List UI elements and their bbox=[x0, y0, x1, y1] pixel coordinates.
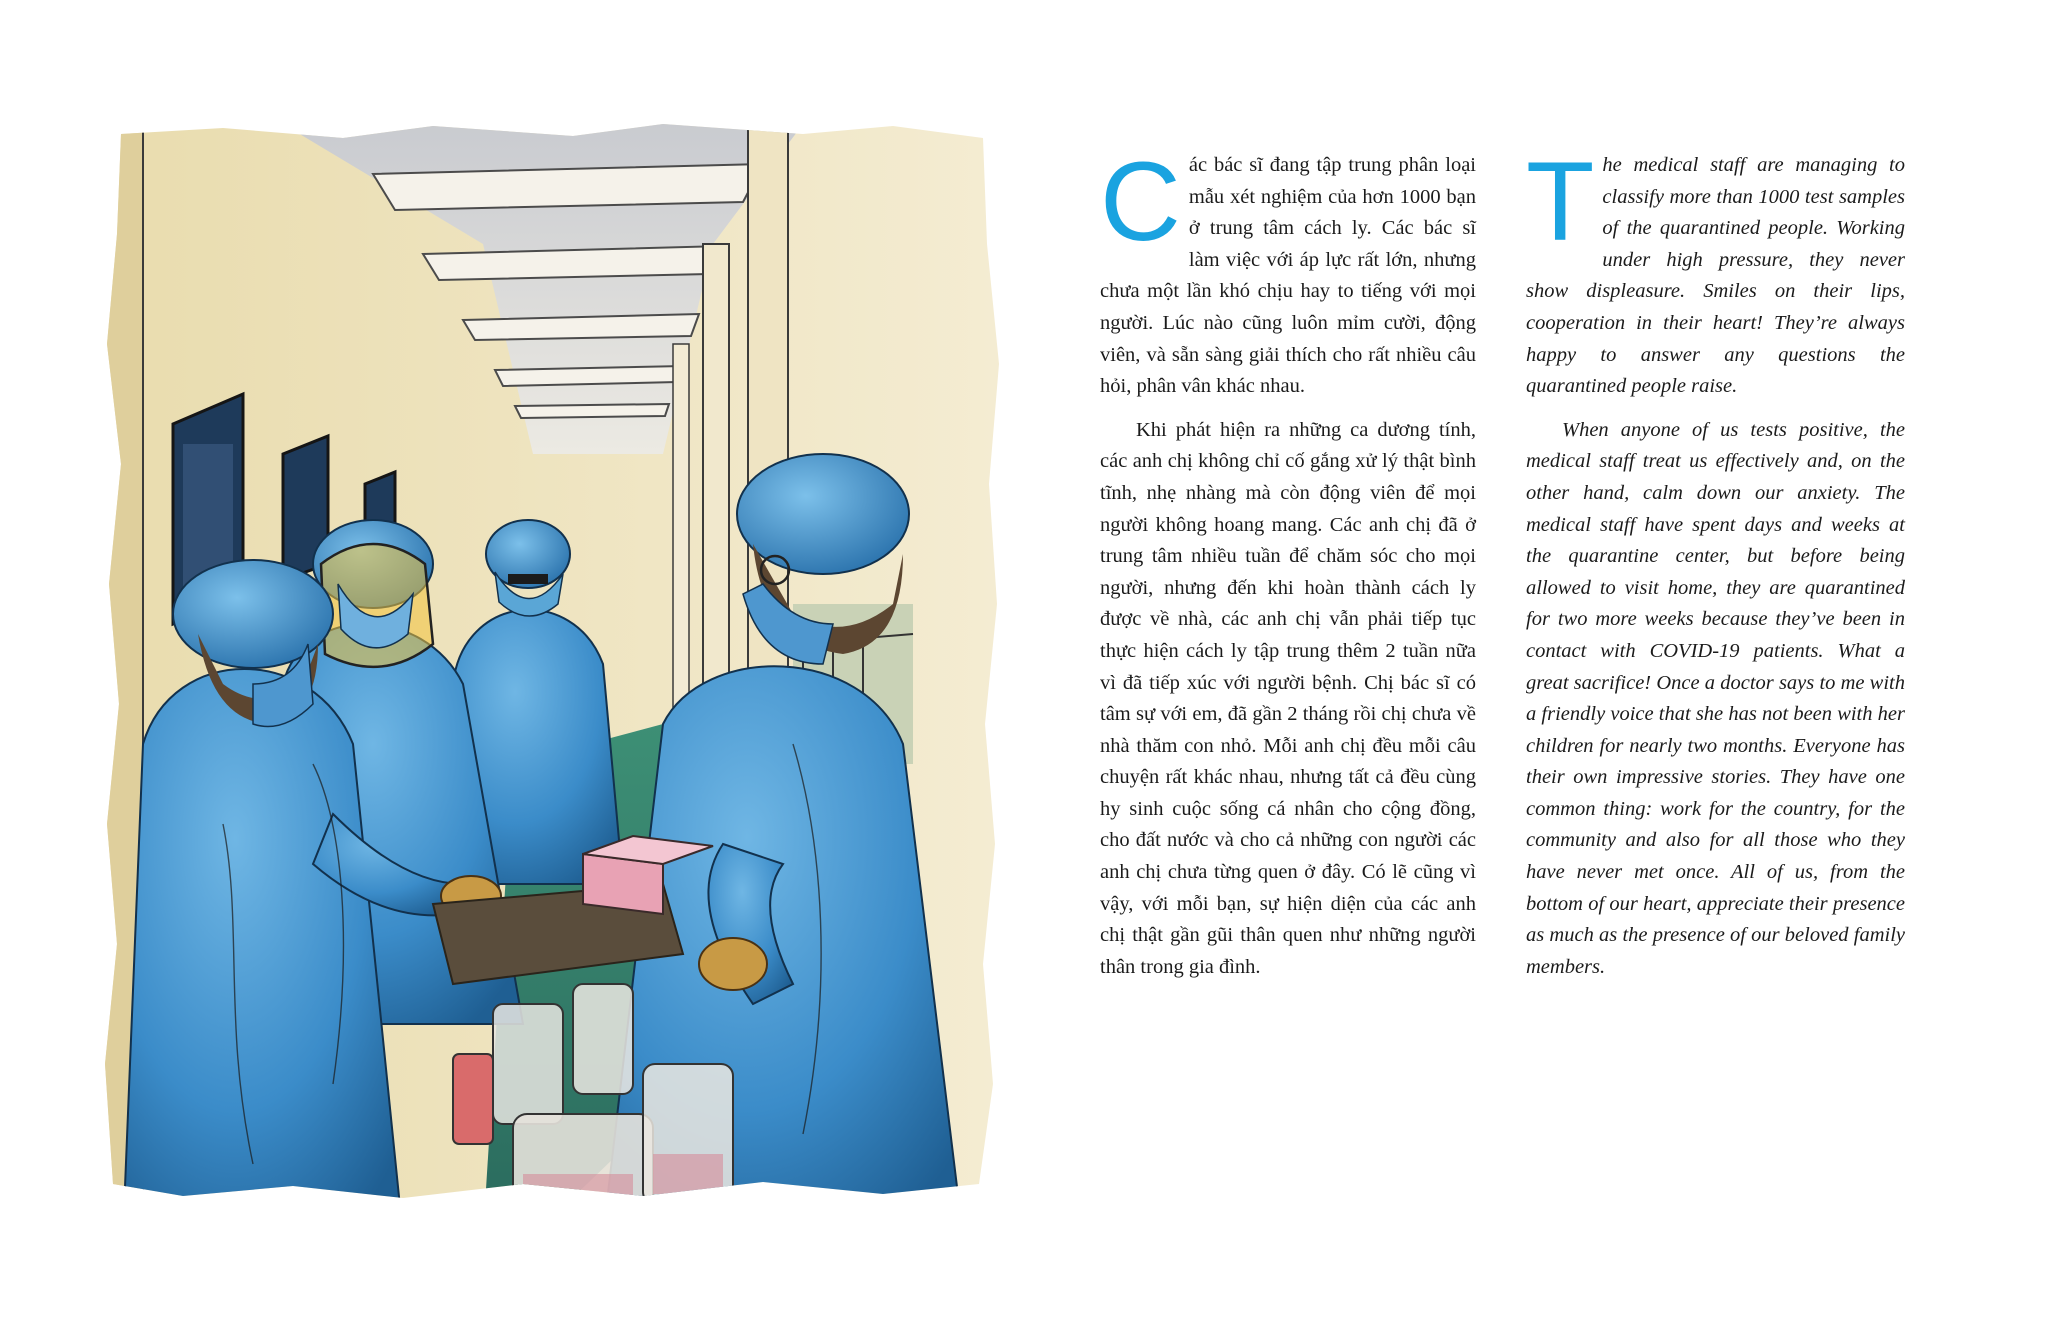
illustration-medical-staff bbox=[103, 124, 1001, 1236]
english-text-column bbox=[1526, 139, 1905, 995]
vi-dropcap: C bbox=[1100, 139, 1181, 264]
en-dropcap: T bbox=[1526, 139, 1595, 264]
vi-paragraph-1-text: ác bác sĩ đang tập trung phân loại mẫu xét nghiệm của hơn 1000 bạn ở trung tâm cách ly. Các bác sĩ làm việc với áp lực rất lớn, nhưng chưa một lần khó chịu hay to tiếng với mọi người. Lúc nào cũng luôn mỉm cười, động viên, và sẵn sàng giải thích cho rất nhiều câu hỏi, phân vân khác nhau. bbox=[1100, 154, 1476, 398]
en-paragraph-1-text: he medical staff are managing to classify more than 1000 test samples of the quarantined people. Working under high pressure, they never show displeasure. Smiles on their lips, cooperation in their heart! They’re always happy to answer any questions the quarantined people raise. bbox=[1526, 154, 1905, 398]
watercolor-painting bbox=[103, 124, 1001, 1236]
en-paragraph-1 bbox=[1526, 139, 1905, 403]
vi-paragraph-1 bbox=[1100, 139, 1476, 403]
vietnamese-text-column bbox=[1100, 139, 1476, 995]
en-paragraph-2: When anyone of us tests positive, the medical staff treat us effectively and, on the other hand, calm down our anxiety. The medical staff have spent days and weeks at the quarantine center, but before being allowed to visit home, they are quarantined for two more weeks because they’ve been in contact with COVID-19 patients. What a great sacrifice! Once a doctor says to me with a friendly voice that she has not been with her children for nearly two months. Everyone has their own impressive stories. They have one common thing: work for the country, for the community and also for all those who they have never met once. All of us, from the bottom of our heart, appreciate their presence as much as the presence of our beloved family members. bbox=[1526, 418, 1905, 978]
vi-paragraph-2: Khi phát hiện ra những ca dương tính, các anh chị không chỉ cố gắng xử lý thật bình tĩnh, nhẹ nhàng mà còn động viên để mọi người không hoang mang. Các anh chị đã ở trung tâm nhiều tuần để chăm sóc cho mọi người, nhưng đến khi hoàn thành cách ly được về nhà, các anh chị vẫn phải tiếp tục thực hiện cách ly tập trung thêm 2 tuần nữa vì đã tiếp xúc với người bệnh. Chị bác sĩ có tâm sự với em, đã gần 2 tháng rồi chị chưa về nhà thăm con nhỏ. Mỗi anh chị đều mỗi câu chuyện rất khác nhau, nhưng tất cả đều cùng hy sinh cuộc sống cá nhân cho cộng đồng, cho đất nước và cho cả những con người các anh chị chưa từng quen ở đây. Có lẽ cũng vì vậy, với mỗi bạn, sự hiện diện của các anh chị thật gần gũi thân quen như những người thân trong gia đình. bbox=[1100, 418, 1476, 978]
